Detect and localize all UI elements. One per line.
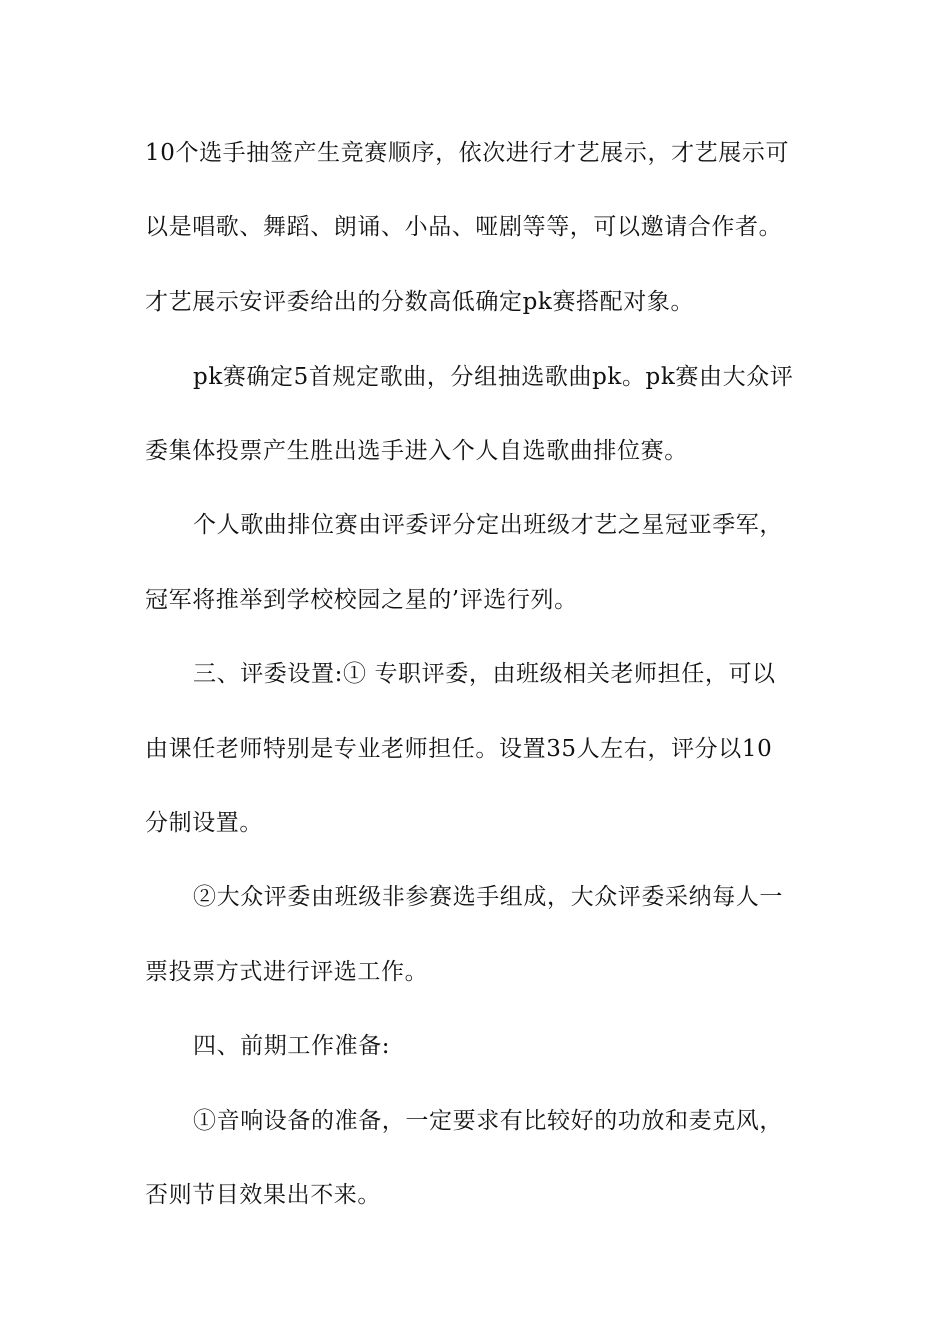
text-line: 冠军将推举到学校校园之星的’评选行列。 (145, 587, 578, 613)
paragraph-first-line: pk赛确定5首规定歌曲，分组抽选歌曲pk。pk赛由大众评 (193, 364, 794, 390)
section-heading-line: 三、评委设置:① 专职评委，由班级相关老师担任，可以 (193, 661, 776, 687)
text-line: 票投票方式进行评选工作。 (145, 959, 429, 985)
section-heading-line: 四、前期工作准备: (193, 1033, 391, 1059)
text-line: 以是唱歌、舞蹈、朗诵、小品、哑剧等等，可以邀请合作者。 (145, 214, 783, 240)
paragraph-first-line: ②大众评委由班级非参赛选手组成，大众评委采纳每人一 (193, 884, 783, 910)
text-line: 委集体投票产生胜出选手进入个人自选歌曲排位赛。 (145, 438, 688, 464)
paragraph-first-line: 个人歌曲排位赛由评委评分定出班级才艺之星冠亚季军， (193, 512, 783, 538)
text-line: 分制设置。 (145, 810, 263, 836)
paragraph-first-line: ①音响设备的准备，一定要求有比较好的功放和麦克风， (193, 1108, 783, 1134)
text-line: 由课任老师特别是专业老师担任。设置35人左右，评分以10 (145, 736, 773, 762)
text-line: 10个选手抽签产生竞赛顺序，依次进行才艺展示，才艺展示可 (145, 140, 790, 166)
text-line: 否则节目效果出不来。 (145, 1182, 381, 1208)
text-line: 才艺展示安评委给出的分数高低确定pk赛搭配对象。 (145, 289, 695, 315)
